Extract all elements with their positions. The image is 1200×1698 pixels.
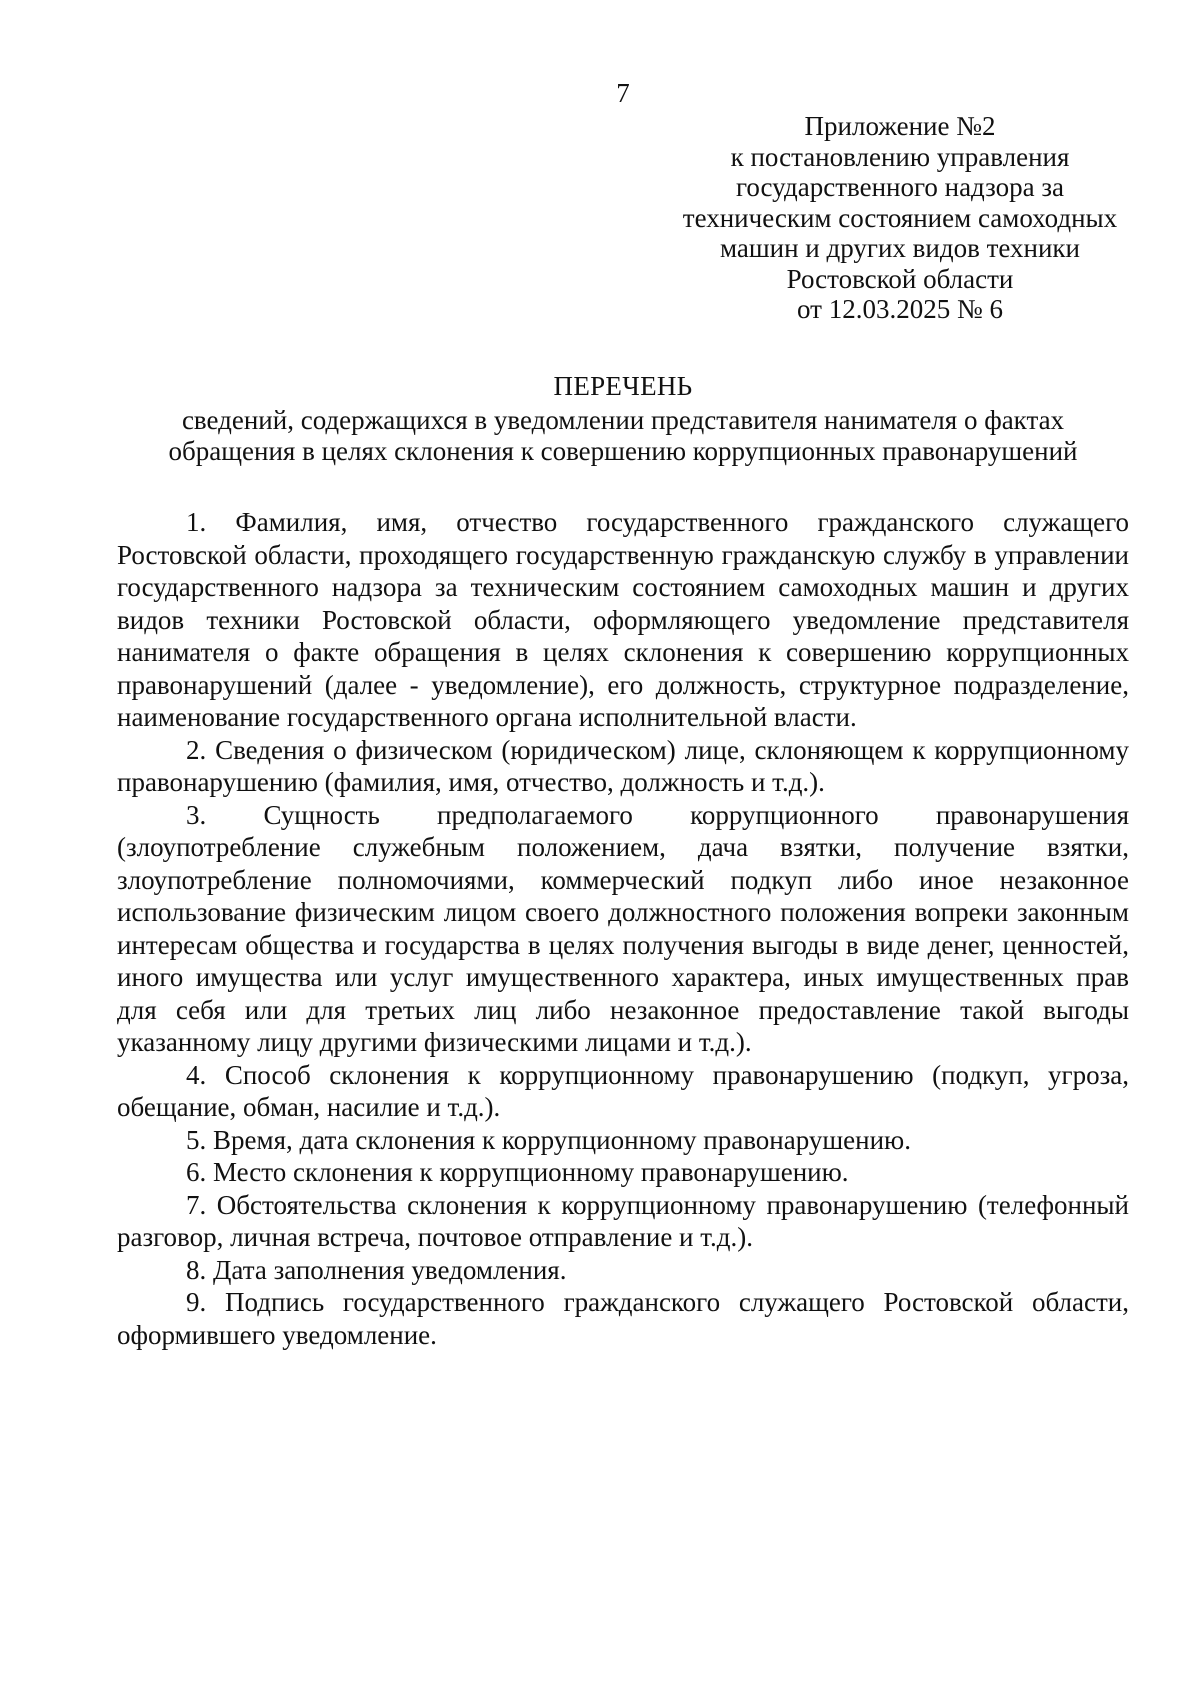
list-item-4: 4. Способ склонения к коррупционному правонарушению (подкуп, угроза, обещание, обман, насилие и т.д.).: [117, 1059, 1129, 1122]
document-title: ПЕРЕЧЕНЬ: [553, 371, 693, 401]
appendix-line: к постановлению управления: [730, 141, 1070, 172]
list-item-3: 3. Сущность предполагаемого коррупционного правонарушения (злоупотребление служебным положением, дача взятки, получение взятки, злоупотребление полномочиями, коммерческий подкуп либо иное незаконное использование физическим лицом своего должностного положения вопреки законным интересам общества и государства в целях получения выгоды в виде денег, ценностей, иного имущества или услуг имущественного характера, иных имущественных прав для себя или для третьих лиц либо незаконное предоставление такой выгоды указанному лицу другими физическими лицами и т.д.).: [117, 799, 1129, 1057]
list-item-6: 6. Место склонения к коррупционному правонарушению.: [186, 1157, 849, 1187]
appendix-date-line: от 12.03.2025 № 6: [797, 294, 1003, 324]
list-item-2: 2. Сведения о физическом (юридическом) лице, склоняющем к коррупционному правонарушению (фамилия, имя, отчество, должность и т.д.).: [117, 734, 1129, 797]
list-item-9: 9. Подпись государственного гражданского служащего Ростовской области, оформившего уведомление.: [117, 1287, 1129, 1350]
appendix-line: Ростовской области: [786, 263, 1014, 294]
appendix-line: Приложение №2: [804, 111, 996, 141]
subtitle-line: сведений, содержащихся в уведомлении представителя нанимателя о фактах: [181, 405, 1065, 435]
list-item-1: 1. Фамилия, имя, отчество государственного гражданского служащего Ростовской области, проходящего государственную гражданскую службу в управлении государственного надзора за техническим состоянием самоходных машин и других видов техники Ростовской области, оформляющего уведомление представителя нанимателя о факте обращения в целях склонения к совершению коррупционных правонарушений (далее - уведомление), его должность, структурное подразделение, наименование государственного органа исполнительной власти.: [117, 507, 1129, 732]
page-number: 7: [616, 78, 630, 108]
appendix-line: государственного надзора за: [735, 172, 1065, 202]
appendix-line: техническим состоянием самоходных: [682, 202, 1118, 233]
appendix-line: машин и других видов техники: [719, 233, 1080, 263]
subtitle-line: обращения в целях склонения к совершению коррупционных правонарушений: [168, 436, 1078, 466]
document-subtitle: [120, 405, 1126, 467]
list-item-8: 8. Дата заполнения уведомления.: [186, 1254, 567, 1285]
document-body: [117, 506, 1129, 1351]
appendix-header: [645, 111, 1155, 325]
list-item-5: 5. Время, дата склонения к коррупционному правонарушению.: [186, 1124, 911, 1155]
list-item-7: 7. Обстоятельства склонения к коррупционному правонарушению (телефонный разговор, личная встреча, почтовое отправление и т.д.).: [117, 1189, 1129, 1252]
